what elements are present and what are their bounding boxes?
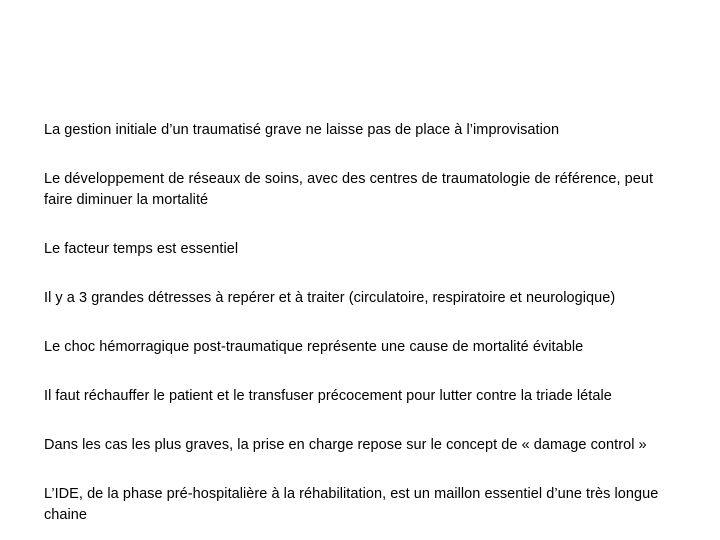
summary-point: Il faut réchauffer le patient et le transfuser précocement pour lutter contre la triade létale xyxy=(44,388,612,404)
summary-point: Dans les cas les plus graves, la prise en charge repose sur le concept de « damage control » xyxy=(44,437,647,453)
summary-point: La gestion initiale d’un traumatisé grave ne laisse pas de place à l’improvisation xyxy=(44,122,560,138)
summary-point: Le développement de réseaux de soins, avec des centres de traumatologie de référence, peut faire diminuer la mortalité xyxy=(44,171,654,208)
summary-point: Il y a 3 grandes détresses à repérer et à traiter (circulatoire, respiratoire et neurologique) xyxy=(44,290,616,306)
summary-point: L’IDE, de la phase pré-hospitalière à la réhabilitation, est un maillon essentiel d’une très longue chaine xyxy=(44,486,659,523)
summary-point: Le facteur temps est essentiel xyxy=(44,241,239,257)
summary-point: Le choc hémorragique post-traumatique représente une cause de mortalité évitable xyxy=(44,339,584,355)
